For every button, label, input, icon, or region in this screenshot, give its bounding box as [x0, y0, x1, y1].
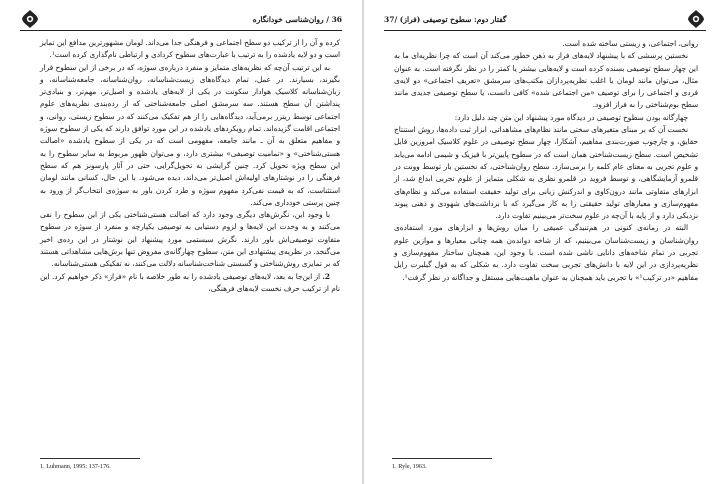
right-page — [364, 0, 726, 484]
publisher-logo-icon — [686, 9, 706, 29]
numbered-paragraph — [40, 271, 340, 296]
page-body — [40, 37, 340, 295]
page-header — [20, 8, 342, 31]
body-paragraph: با وجود این، نگرش‌های دیگری وجود دارد که اصالت هستی‌شناختی یکی از این سطوح را نفی می‌کنند و به وحدت این لایه‌ها و لزوم دستیابی به توصیفی یکپارچه و منفرد از سوژه در سطوح متفاوت توصیفی‌اش باور دارند. نگرش سیستمی مورد پیشنهاد این نوشتار در این ردەی اخیر می‌گنجد. در نظریه‌ی پیشنهادی این متن، سطوح چهارگانه‌ی مفروض تنها برش‌هایی مشاهداتی هستند که بر تمایزی روش‌شناختی و گسستی شناخت‌شناسانه دلالت می‌کنند، نه تفکیکی هستی‌شناسانه. — [40, 210, 340, 269]
page-header-title: 36 / روان‌شناسی خودانگاره — [252, 14, 342, 24]
body-paragraph: چهارگانه بودن سطوح توصیفی در دیدگاه مورد پیشنهاد این متن چند دلیل دارد: — [454, 112, 688, 122]
page-header — [384, 8, 706, 31]
page-body — [394, 38, 698, 284]
body-paragraph: روانی، اجتماعی، و زیستی ساخته شده است. — [562, 39, 698, 48]
paragraph-number: 2. — [322, 271, 330, 281]
footnote: 1. Luhmann, 1995: 137-176. — [40, 458, 140, 470]
left-page — [0, 0, 362, 484]
page-header-title: گفتار دوم: سطوح توصیفی (فراز) /37 — [384, 14, 507, 24]
body-paragraph-text: از این‌جا به بعد، لایه‌های توصیفی یادشده را به طور خلاصه با نام «فراز» ذکر خواهیم کرد. این نام از ترکیب حرف نخست لایه‌های فرهنگی، — [40, 271, 340, 293]
body-paragraph: به این ترتیب آن‌چه که نظریه‌های متمایز و منفرد درباره‌ی سوژه، که در برخی از این سطوح قرار بگیرند، بسیارند. در عمل، تمام دیدگاه‌های زیست‌شناسانه، روان‌شناسانه، جامعه‌شناسانه، و زبان‌شناسانه کلاسیک هوادار سکونت در یکی از لایه‌های یادشده و اصیل‌تر، مهم‌تر، و بنیادی‌تر پنداشتن آن سطح هستند. سه سرمشق اصلی جامعه‌شناختی که از ردەبندی نظریه‌های علوم اجتماعی توسط ریتزر برمی‌آید، دیدگاه‌هایی را از هم تفکیک می‌کنند که در سطوح زیستی، روانی، و اجتماعی اقامت گزیده‌اند. تمام رویکردهای یادشده در این مورد توافق دارند که یکی از سطوح سوژه و مفاهیم متعلق به آن ـ مانند جامعه، مفهومی است که در یکی از سطوح یادشده «اصالت هستی‌شناختی» و «تمامیت توصیفی» بیشتری دارد، و می‌توان ظهور مربوط به سایر سطوح را به این سطح ویژه تحویل کرد. چنین گرایشی به تحویل‌گرایی، حتی در آثار پارسونز هم که سطح فرهنگی را در نوشتارهای اولیه‌اش اصیل‌تر می‌داند، دیده می‌شود. با این حال، کسانی مانند لومان استثناست، که به قیمت نفی‌کرد مفهوم سوژه و طرد کردن باور به سوژه‌ی انتخاب‌گر از ورود به چنین پرستی خودداری می‌کند. — [40, 62, 340, 207]
body-paragraph: کرده و آن را از ترکیب دو سطح اجتماعی و فرهنگی جدا می‌داند. لومان مشهورترین مدافع این تمایز است و دو لایه یادشده را به ترتیب با عبارت‌های سطوح کردادی و ارتباطی نام‌گذاری کرده است¹. — [40, 38, 340, 60]
publisher-logo-icon — [20, 9, 40, 29]
body-paragraph: نخست آن که بر مبنای متغیرهای سختی مانند نظام‌های مشاهداتی، ابزار ثبت داده‌ها، روش استنتاج حقایق، و چارچوب صورت‌بندی مفاهیم، آشکارا، چهار سطح توصیفی در علوم کلاسیک امروزین قابل تشخیص است. سطح زیست‌شناختی همان است که در سطوح پایین‌تر با فیزیک و شیمی ادامه می‌یابد و علوم تجربی به معنای عام کلمه را برمی‌سازد. سطح روان‌شناختی، که نخستین بار توسط وونت در قلمرو آزمایشگاهی، و توسط فروید در قلمرو نظری به شکلی متمایز از علوم تجربی ابداع شد، از ابزارهای متفاوتی مانند درون‌کاوی و اندرکنش زبانی برای تولید حقیقت استفاده می‌کند و نظام‌های مفهوم‌سازی و معیارهای تولید حقیقتی را به کار می‌گیرد که با برداشت‌های شهودی و ذهنی پیوند نزدیکی دارد و از پایه با آن‌چه در علوم سخت‌تر می‌بینیم تفاوت دارد. — [394, 125, 698, 221]
body-paragraph: البته در زمانه‌ی کنونی در هم‌تنیدگی عمیقی را میان روش‌ها و ابزارهای مورد استفاده‌ی روان‌شناسان و زیست‌شناسان می‌بینیم، که از شاخه دوانده‌ن همه چنانی معیارها و موازین علوم تجربی در تمام شاخه‌های دانایی ناشی شده است. با وجود این، همچنان ساختار مفهوم‌سازی و نظریه‌پردازی در این لایه با دانش‌های تجربی سخت تفاوت دارد. به شکلی که به قول گیلبرت رایل مفاهیم «در ترکیب¹» با تجربی باید همچنان به عنوان ماهیت‌هایی مستقل و جداگانه در نظر گرفت¹. — [394, 223, 698, 282]
body-paragraph: نخستین پرسشی که با پیشنهاد لایه‌های فراز به ذهن خطور می‌کند آن است که چرا نظریه‌ای ما به این چهار سطح توصیفی بسنده کرده است و لایه‌هایی بیشتر یا کمتر را در نظر نگرفته است. به عنوان مثال، می‌توان مانند لومان یا اغلب نظریه‌پردازان مکتب‌های سرمشق «تعریف اجتماعی» دو لایه‌ی فردی و اجتماعی را برای توصیف «من اجتماعی شده» کافی دانست، یا سطح توصیفی جدیدی مانند سطح بوم‌شناختی را به فراز افزود. — [394, 51, 698, 110]
footnote: 1. Ryle, 1963. — [392, 458, 492, 470]
